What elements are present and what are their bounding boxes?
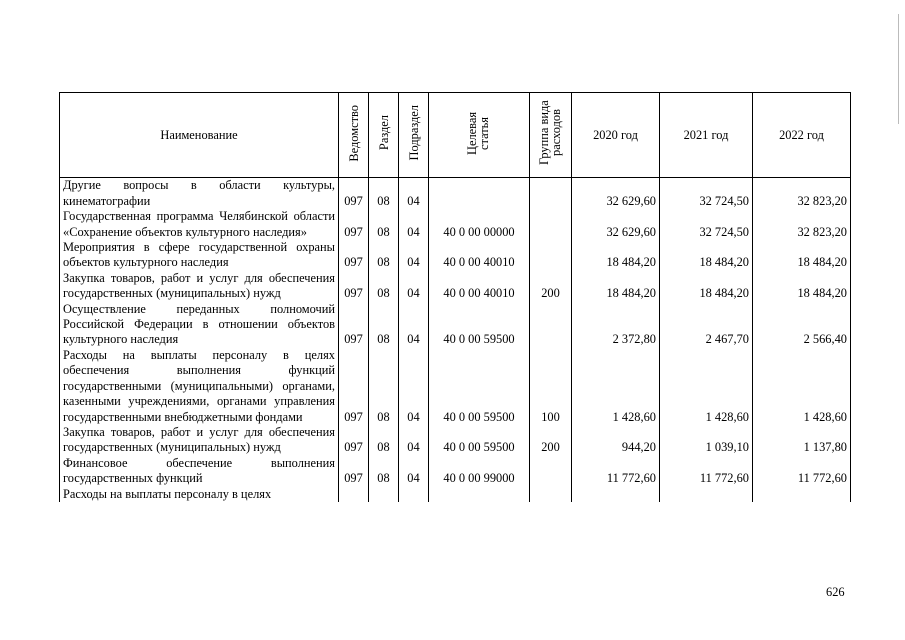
cell-group xyxy=(530,178,572,209)
table-row xyxy=(60,302,851,348)
cell-section: 08 xyxy=(369,302,399,348)
cell-dept: 097 xyxy=(339,271,369,302)
cell-y2022: 18 484,20 xyxy=(753,271,851,302)
header-dept: Ведомство xyxy=(339,93,369,178)
cell-group: 200 xyxy=(530,271,572,302)
cell-y2022: 1 428,60 xyxy=(753,348,851,425)
cell-dept: 097 xyxy=(339,240,369,271)
page-number: 626 xyxy=(826,585,845,599)
cell-target xyxy=(429,178,530,209)
table-row xyxy=(60,456,851,487)
header-group: Группа вида расходов xyxy=(530,93,572,178)
cell-dept: 097 xyxy=(339,425,369,456)
header-2020: 2020 год xyxy=(572,93,660,178)
table-row xyxy=(60,487,851,502)
cell-target xyxy=(429,487,530,502)
header-2022: 2022 год xyxy=(753,93,851,178)
cell-y2022 xyxy=(753,487,851,502)
cell-group xyxy=(530,456,572,487)
cell-subsection: 04 xyxy=(399,240,429,271)
cell-y2022: 32 823,20 xyxy=(753,178,851,209)
cell-group: 200 xyxy=(530,425,572,456)
cell-section: 08 xyxy=(369,178,399,209)
cell-subsection: 04 xyxy=(399,178,429,209)
cell-target: 40 0 00 99000 xyxy=(429,456,530,487)
cell-section: 08 xyxy=(369,240,399,271)
cell-y2022: 32 823,20 xyxy=(753,209,851,240)
table-row xyxy=(60,425,851,456)
cell-y2021: 18 484,20 xyxy=(660,271,753,302)
cell-name: Государственная программа Челябинской области «Сохранение объектов культурного наследия» xyxy=(60,209,339,240)
cell-y2022: 18 484,20 xyxy=(753,240,851,271)
cell-subsection: 04 xyxy=(399,271,429,302)
cell-subsection: 04 xyxy=(399,348,429,425)
cell-y2022: 2 566,40 xyxy=(753,302,851,348)
budget-table xyxy=(59,92,851,502)
table-row xyxy=(60,178,851,209)
cell-y2021: 2 467,70 xyxy=(660,302,753,348)
cell-y2021: 32 724,50 xyxy=(660,209,753,240)
cell-y2021 xyxy=(660,487,753,502)
header-target: Целевая статья xyxy=(429,93,530,178)
table-row xyxy=(60,240,851,271)
cell-subsection: 04 xyxy=(399,302,429,348)
cell-dept: 097 xyxy=(339,178,369,209)
header-name: Наименование xyxy=(60,93,339,178)
header-2021: 2021 год xyxy=(660,93,753,178)
cell-dept xyxy=(339,487,369,502)
table-row xyxy=(60,271,851,302)
cell-name: Расходы на выплаты персоналу в целях xyxy=(60,487,339,502)
cell-section: 08 xyxy=(369,456,399,487)
cell-dept: 097 xyxy=(339,456,369,487)
cell-name: Мероприятия в сфере государственной охраны объектов культурного наследия xyxy=(60,240,339,271)
cell-dept: 097 xyxy=(339,302,369,348)
cell-y2020 xyxy=(572,487,660,502)
cell-group xyxy=(530,240,572,271)
cell-name: Расходы на выплаты персоналу в целях обеспечения выполнения функций государственными (муниципальными) органами, казенными учреждениями, органами управления государственными внебюджетными фондами xyxy=(60,348,339,425)
cell-y2020: 944,20 xyxy=(572,425,660,456)
cell-section: 08 xyxy=(369,348,399,425)
cell-target: 40 0 00 40010 xyxy=(429,240,530,271)
cell-group xyxy=(530,209,572,240)
cell-name: Другие вопросы в области культуры, кинематографии xyxy=(60,178,339,209)
cell-name: Финансовое обеспечение выполнения государственных функций xyxy=(60,456,339,487)
cell-dept: 097 xyxy=(339,209,369,240)
cell-y2021: 11 772,60 xyxy=(660,456,753,487)
cell-section xyxy=(369,487,399,502)
header-section: Раздел xyxy=(369,93,399,178)
cell-section: 08 xyxy=(369,271,399,302)
cell-section: 08 xyxy=(369,425,399,456)
cell-subsection: 04 xyxy=(399,456,429,487)
cell-y2022: 11 772,60 xyxy=(753,456,851,487)
cell-group xyxy=(530,302,572,348)
cell-group: 100 xyxy=(530,348,572,425)
cell-y2020: 2 372,80 xyxy=(572,302,660,348)
cell-group xyxy=(530,487,572,502)
cell-section: 08 xyxy=(369,209,399,240)
cell-y2021: 1 428,60 xyxy=(660,348,753,425)
cell-y2020: 1 428,60 xyxy=(572,348,660,425)
header-subsection: Подраздел xyxy=(399,93,429,178)
cell-target: 40 0 00 59500 xyxy=(429,425,530,456)
cell-y2021: 1 039,10 xyxy=(660,425,753,456)
table-row xyxy=(60,348,851,425)
cell-y2021: 18 484,20 xyxy=(660,240,753,271)
cell-y2021: 32 724,50 xyxy=(660,178,753,209)
cell-subsection: 04 xyxy=(399,425,429,456)
cell-subsection: 04 xyxy=(399,209,429,240)
cell-target: 40 0 00 00000 xyxy=(429,209,530,240)
cell-target: 40 0 00 59500 xyxy=(429,348,530,425)
cell-target: 40 0 00 59500 xyxy=(429,302,530,348)
cell-name: Осуществление переданных полномочий Российской Федерации в отношении объектов культурного наследия xyxy=(60,302,339,348)
cell-subsection xyxy=(399,487,429,502)
cell-y2020: 18 484,20 xyxy=(572,271,660,302)
cell-name: Закупка товаров, работ и услуг для обеспечения государственных (муниципальных) нужд xyxy=(60,425,339,456)
page-edge-line xyxy=(898,14,899,124)
cell-y2020: 11 772,60 xyxy=(572,456,660,487)
cell-name: Закупка товаров, работ и услуг для обеспечения государственных (муниципальных) нужд xyxy=(60,271,339,302)
cell-y2020: 18 484,20 xyxy=(572,240,660,271)
cell-y2020: 32 629,60 xyxy=(572,178,660,209)
table-row xyxy=(60,209,851,240)
table-header-row xyxy=(60,93,851,178)
cell-y2020: 32 629,60 xyxy=(572,209,660,240)
cell-target: 40 0 00 40010 xyxy=(429,271,530,302)
cell-y2022: 1 137,80 xyxy=(753,425,851,456)
cell-dept: 097 xyxy=(339,348,369,425)
